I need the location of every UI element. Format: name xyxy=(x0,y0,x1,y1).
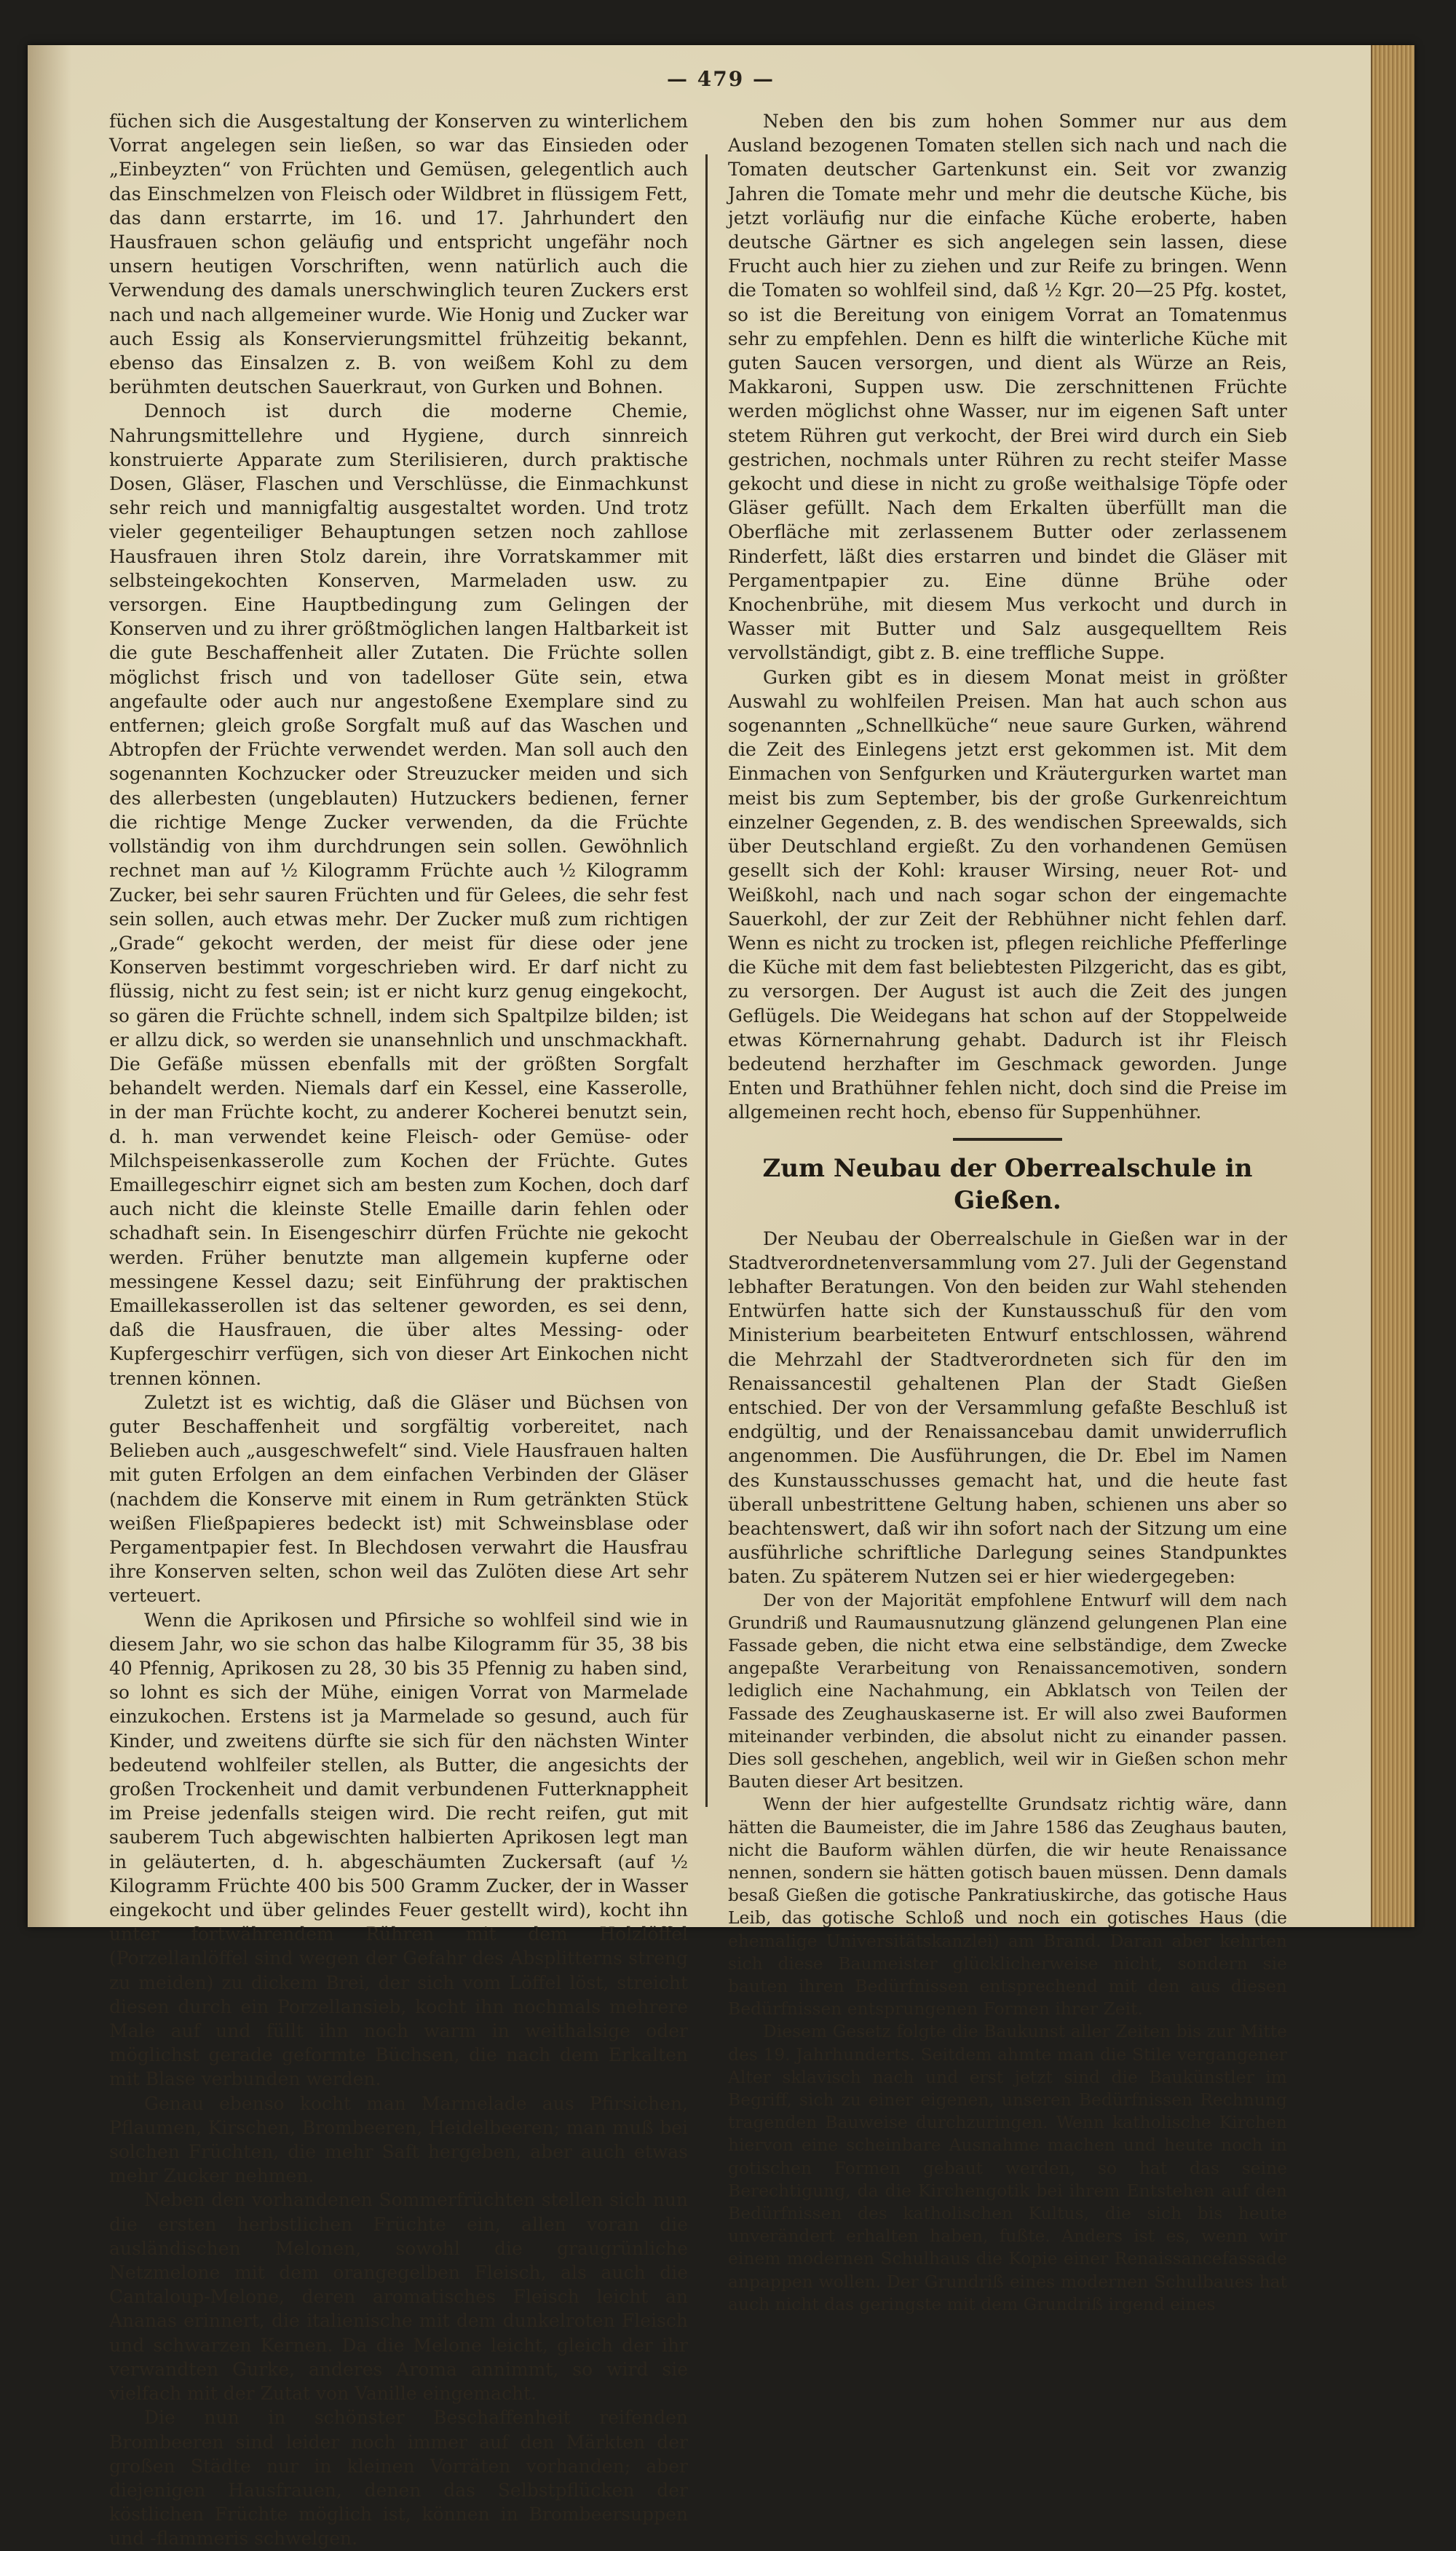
left-paragraph-3: Zuletzt ist es wichtig, daß die Gläser und Büchsen von guter Beschaffenheit und sorgfältig vorbereitet, nach Belieben auch „ausgeschwefelt“ sind. Viele Hausfrauen halten mit guten Erfolgen an dem einfachen Verbinden der Gläser (nachdem die Konserve mit einem in Rum getränkten Stück weißen Fließpapieres bedeckt ist) mit Schweinsblase oder Pergamentpapier fest. In Blechdosen verwahrt die Hausfrau ihre Konserven selten, schon weil das Zulöten diese Art sehr verteuert. xyxy=(109,1391,688,1607)
left-paragraph-1: füchen sich die Ausgestaltung der Konserven zu winterlichem Vorrat angelegen sein ließen, so war das Einsieden oder „Einbeyzten“ von Früchten und Gemüsen, gelegentlich auch das Einschmelzen von Fleisch oder Wildbret in flüssigem Fett, das dann erstarrte, im 16. und 17. Jahrhundert den Hausfrauen schon geläufig und entspricht ungefähr noch unsern heutigen Vorschriften, wenn natürlich auch die Verwendung des damals unerschwinglich teuren Zuckers erst nach und nach allgemeiner wurde. Wie Honig und Zucker war auch Essig als Konservierungsmittel frühzeitig bekannt, ebenso das Einsalzen z. B. von weißem Kohl zu dem berühmten deutschen Sauerkraut, von Gurken und Bohnen. xyxy=(109,111,688,398)
left-column xyxy=(109,109,688,2551)
right-column xyxy=(728,109,1287,2316)
left-paragraph-4: Wenn die Aprikosen und Pfirsiche so wohlfeil sind wie in diesem Jahr, wo sie schon das halbe Kilogramm für 35, 38 bis 40 Pfennig, Aprikosen zu 28, 30 bis 35 Pfennig zu haben sind, so lohnt es sich der Mühe, einigen Vorrat von Marmelade einzukochen. Erstens ist ja Marmelade so gesund, auch für Kinder, und zweitens dürfte sie sich für den nächsten Winter bedeutend wohlfeiler stellen, als Butter, die angesichts der großen Trockenheit und damit verbundenen Futterknappheit im Preise jedenfalls steigen wird. Die recht reifen, gut mit sauberem Tuch abgewischten halbierten Aprikosen legt man in geläuterten, d. h. abgeschäumten Zuckersaft (auf ½ Kilogramm Früchte 400 bis 500 Gramm Zucker, der in Wasser eingekocht und über gelindes Feuer gestellt wird), kocht ihn unter fortwährendem Rühren mit dem Holzlöffel (Porzellanlöffel sind wegen der Gefahr des Absplitterns streng zu meiden) zu dickem Brei, der sich vom Löffel löst, streicht diesen durch ein Porzellansieb, kocht ihn nochmals mehrere Male auf und füllt ihn noch warm in weithalsige oder möglichst gerade geformte Büchsen, die nach dem Erkalten mit Blase verbunden werden. xyxy=(109,1609,688,2090)
left-paragraph-2: Dennoch ist durch die moderne Chemie, Nahrungsmittellehre und Hygiene, durch sinnreich konstruierte Apparate zum Sterilisieren, durch praktische Dosen, Gläser, Flaschen und Verschlüsse, die Einmachkunst sehr reich und mannigfaltig ausgestaltet worden. Und trotz vieler gegenteiliger Behauptungen setzen noch zahllose Hausfrauen ihren Stolz darein, ihre Vorratskammer mit selbsteingekochten Konserven, Marmeladen usw. zu versorgen. Eine Hauptbedingung zum Gelingen der Konserven und zu ihrer größtmöglichen langen Haltbarkeit ist die gute Beschaffenheit aller Zutaten. Die Früchte sollen möglichst frisch und von tadelloser Güte sein, etwa angefaulte oder auch nur angestoßene Exemplare sind zu entfernen; gleich große Sorgfalt muß auf das Waschen und Abtropfen der Früchte verwendet werden. Man soll auch den sogenannten Kochzucker oder Streuzucker meiden und sich des allerbesten (ungeblauten) Hutzuckers bedienen, ferner die richtige Menge Zucker verwenden, da die Früchte vollständig von ihm durchdrungen sein sollen. Gewöhnlich rechnet man auf ½ Kilogramm Früchte auch ½ Kilogramm Zucker, bei sehr sauren Früchten und für Gelees, die sehr fest sein sollen, auch etwas mehr. Der Zucker muß zum richtigen „Grade“ gekocht werden, der meist für diese oder jene Konserven bestimmt vorgeschrieben wird. Er darf nicht zu flüssig, nicht zu fest sein; ist er nicht kurz genug eingekocht, so gären die Früchte schnell, indem sich Spaltpilze bilden; ist er allzu dick, so werden sie unansehnlich und unschmackhaft. Die Gefäße müssen ebenfalls mit der größten Sorgfalt behandelt werden. Niemals darf ein Kessel, eine Kasserolle, in der man Früchte kocht, zu anderer Kocherei benutzt sein, d. h. man verwendet keine Fleisch- oder Gemüse- oder Milchspeisenkasserolle zum Kochen der Früchte. Gutes Emaillegeschirr eignet sich am besten zum Kochen, doch darf auch nicht die kleinste Stelle Emaille darin fehlen oder schadhaft sein. In Eisengeschirr dürfen Früchte nie gekocht werden. Früher benutzte man allgemein kupferne oder messingene Kessel dazu; seit Einführung der praktischen Emaillekasserollen ist das seltener geworden, es sei denn, daß die Hausfrauen, die über altes Messing- oder Kupfergeschirr verfügen, sich von dieser Art Einkochen nicht trennen können. xyxy=(109,400,688,1389)
quote-paragraph-1: Der von der Majorität empfohlene Entwurf will dem nach Grundriß und Raumausnutzung glänzend gelungenen Plan eine Fassade geben, die nicht etwa eine selbständige, dem Zwecke angepaßte Verarbeitung von Renaissancemotiven, sondern lediglich eine Nachahmung, ein Abklatsch von Teilen der Fassade des Zeughauskaserne ist. Er will also zwei Bauformen miteinander verbinden, die absolut nicht zu einander passen. Dies soll geschehen, angeblich, weil wir in Gießen schon mehr Bauten dieser Art besitzen. xyxy=(728,1589,1287,1792)
quote-paragraph-3: Diesem Gesetz folgte die Baukunst aller Zeiten bis zur Mitte des 19. Jahrhunderts. Seitdem ahmte man die Stile vergangener Alter sklavisch nach und erst jetzt sind die Baukünstler im Begriff, sich zu einer eigenen, unseren Bedürfnissen Rechnung tragenden Bauweise durchzuringen. Wenn katholische Kirchen hiervon eine scheinbare Ausnahme machen und heute noch in gotischen Formen gebaut werden, so hat das seine Berechtigung, da die Kirchengotik bei ihrem Entstehen auf den Bedürfnissen des katholischen Kultus, die sich bis heute unverändert erhalten haben, fußte. Anders ist es, wenn wir einem modernen Schulhaus die Kopie einer Renaissancefassade anpappen wollen. Der Grundriß eines modernen Schulbaues hat auch nicht das geringste mit dem Grundriß irgend eines xyxy=(728,2021,1287,2314)
right-paragraph-tomatoes: Neben den bis zum hohen Sommer nur aus dem Ausland bezogenen Tomaten stellen sich nach und nach die Tomaten deutscher Gartenkunst ein. Seit vor zwanzig Jahren die Tomate mehr und mehr die deutsche Küche, bis jetzt vorläufig nur die einfache Küche eroberte, haben deutsche Gärtner es sich angelegen sein lassen, diese Frucht auch hier zu ziehen und zur Reife zu bringen. Wenn die Tomaten so wohlfeil sind, daß ½ Kgr. 20—25 Pfg. kostet, so ist die Bereitung von einigem Vorrat an Tomatenmus sehr zu empfehlen. Denn es hilft die winterliche Küche mit guten Saucen versorgen, und dient als Würze an Reis, Makkaroni, Suppen usw. Die zerschnittenen Früchte werden möglichst ohne Wasser, nur im eigenen Saft unter stetem Rühren gut verkocht, der Brei wird durch ein Sieb gestrichen, nochmals unter Rühren zu recht steifer Masse gekocht und diese in nicht zu große weithalsige Töpfe oder Gläser gefüllt. Nach dem Erkalten überfüllt man die Oberfläche mit zerlassenem Butter oder zerlassenem Rinderfett, läßt dies erstarren und bindet die Gläser mit Pergamentpapier zu. Eine dünne Brühe oder Knochenbrühe, mit diesem Mus verkocht und durch in Wasser mit Butter und Salz ausgequelltem Reis vervollständigt, gibt z. B. eine treffliche Suppe. xyxy=(728,111,1287,664)
quote-paragraph-2: Wenn der hier aufgestellte Grundsatz richtig wäre, dann hätten die Baumeister, die im Jahre 1586 das Zeughaus bauten, nicht die Bauform wählen dürfen, die wir heute Renaissance nennen, sondern sie hätten gotisch bauen müssen. Denn damals besaß Gießen die gotische Pankratiuskirche, das gotische Haus Leib, das gotische Schloß und noch ein gotisches Haus (die ehemalige Universitätskanzlei) am Brand. Daran aber kehrten sich diese Baumeister glücklicherweise nicht, sondern sie bauten ihren Bedürfnissen entsprechend mit den aus diesen Bedürfnissen entsprungenen Formen ihrer Zeit. xyxy=(728,1794,1287,2020)
left-paragraph-5: Genau ebenso kocht man Marmelade aus Pfirsichen, Pflaumen, Kirschen, Brombeeren, Heidelbeeren; man muß bei solchen Früchten, die mehr Saft hergeben, aber auch etwas mehr Zucker nehmen. xyxy=(109,2092,688,2187)
left-paragraph-6: Neben den vorhandenen Sommerfrüchten stellen sich nun die ersten herbstlichen Früchte ein, allen voran die ausländischen Melonen, sowohl die graugrünliche Netzmelone mit dem orangegelben Fleisch, als auch die Cantaloup-Melone, deren aromatisches Fleisch leicht an Ananas erinnert, die italienische mit dem dunkelroten Fleisch und schwarzen Kernen. Da die Melone leicht, gleich der ihr verwandten Gurke, anderes Aroma annimmt, so wird sie vielfach mit der Zutat von Vanille eingemacht. xyxy=(109,2189,688,2405)
article-intro-paragraph: Der Neubau der Oberrealschule in Gießen war in der Stadtverordnetenversammlung vom 27. Juli der Gegenstand lebhafter Beratungen. Von den beiden zur Wahl stehenden Entwürfen hatte sich der Kunstausschuß für den vom Ministerium bearbeiteten Entwurf entschlossen, während die Mehrzahl der Stadtverordneten sich für den im Renaissancestil gehaltenen Plan der Stadt Gießen entschied. Der von der Versammlung gefaßte Beschluß ist endgültig, und der Renaissancebau damit unwiderruflich angenommen. Die Ausführungen, die Dr. Ebel im Namen des Kunstausschusses gemacht hat, und die heute fast überall unbestrittene Geltung haben, schienen uns aber so beachtenswert, daß wir ihn sofort nach der Sitzung um eine ausführliche schriftliche Darlegung seines Standpunktes baten. Zu späterem Nutzen sei er hier wiedergegeben: xyxy=(728,1227,1287,1588)
right-paragraph-cucumbers: Gurken gibt es in diesem Monat meist in größter Auswahl zu wohlfeilen Preisen. Man hat auch schon aus sogenannten „Schnellküche“ neue saure Gurken, während die Zeit des Einlegens jetzt erst gekommen ist. Mit dem Einmachen von Senfgurken und Kräutergurken wartet man meist bis zum September, bis der große Gurkenreichtum einzelner Gegenden, z. B. des wendischen Spreewalds, sich über Deutschland ergießt. Zu den vorhandenen Gemüsen gesellt sich der Kohl: krauser Wirsing, neuer Rot- und Weißkohl, nach und nach sogar schon der eingemachte Sauerkohl, der zur Zeit der Rebhühner nicht fehlen darf. Wenn es nicht zu trocken ist, pflegen reichliche Pfefferlinge die Küche mit dem fast beliebtesten Pilzgericht, das es gibt, zu versorgen. Der August ist auch die Zeit des jungen Geflügels. Die Weidegans hat schon auf der Stoppelweide etwas Körnernahrung gehabt. Dadurch ist ihr Fleisch bedeutend herzhafter im Geschmack geworden. Junge Enten und Brathühner fehlen nicht, doch sind die Preise im allgemeinen recht hoch, ebenso für Suppenhühner. xyxy=(728,666,1287,1123)
column-divider xyxy=(705,154,708,1807)
page-edge-stack xyxy=(1371,45,1415,1927)
left-paragraph-7: Die nun in schönster Beschaffenheit reifenden Brombeeren sind leider noch immer auf den Märkten der großen Städte nur in kleinen Vorräten vorhanden; aber diejenigen Hausfrauen, denen das Selbstpflücken der köstlichen Früchte möglich ist, können in Brombeersuppen und -flammeris schwelgen. xyxy=(109,2407,688,2550)
article-headline: Zum Neubau der Oberrealschule in Gießen. xyxy=(762,1153,1253,1215)
page-number: — 479 — xyxy=(667,67,775,91)
section-separator xyxy=(953,1138,1062,1141)
